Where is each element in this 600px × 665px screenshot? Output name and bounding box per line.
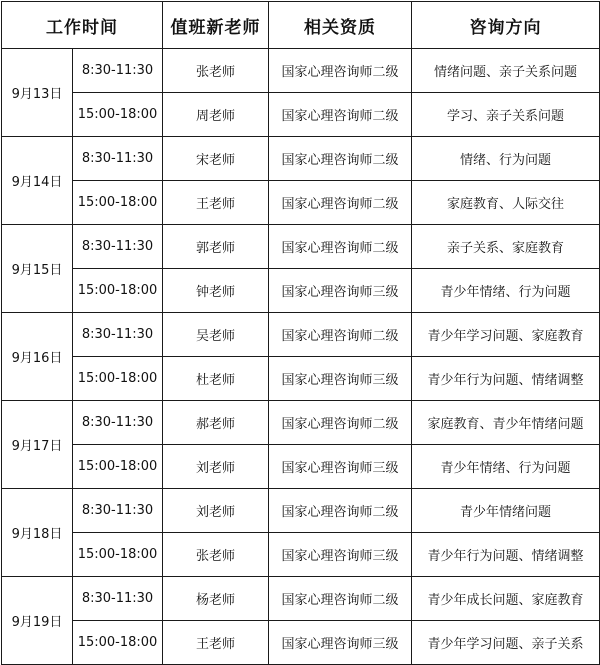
duty-schedule-table	[1, 1, 600, 665]
teacher-cell: 张老师	[163, 49, 269, 93]
date-cell: 9月19日	[2, 577, 73, 665]
direction-cell: 青少年情绪、行为问题	[412, 445, 600, 489]
table-row	[2, 49, 600, 93]
table-row	[2, 577, 600, 621]
header-qualification: 相关资质	[269, 2, 412, 49]
direction-cell: 亲子关系、家庭教育	[412, 225, 600, 269]
table-row	[2, 445, 600, 489]
teacher-cell: 钟老师	[163, 269, 269, 313]
qualification-cell: 国家心理咨询师二级	[269, 225, 412, 269]
time-cell: 8:30-11:30	[73, 137, 163, 181]
qualification-cell: 国家心理咨询师三级	[269, 533, 412, 577]
time-cell: 15:00-18:00	[73, 621, 163, 665]
teacher-cell: 杜老师	[163, 357, 269, 401]
table-row	[2, 533, 600, 577]
teacher-cell: 王老师	[163, 181, 269, 225]
header-direction: 咨询方向	[412, 2, 600, 49]
direction-cell: 青少年情绪问题	[412, 489, 600, 533]
time-cell: 15:00-18:00	[73, 269, 163, 313]
date-cell: 9月16日	[2, 313, 73, 401]
time-cell: 15:00-18:00	[73, 181, 163, 225]
table-row	[2, 401, 600, 445]
qualification-cell: 国家心理咨询师二级	[269, 401, 412, 445]
direction-cell: 情绪问题、亲子关系问题	[412, 49, 600, 93]
teacher-cell: 王老师	[163, 621, 269, 665]
direction-cell: 学习、亲子关系问题	[412, 93, 600, 137]
teacher-cell: 周老师	[163, 93, 269, 137]
table-row	[2, 181, 600, 225]
qualification-cell: 国家心理咨询师二级	[269, 489, 412, 533]
qualification-cell: 国家心理咨询师二级	[269, 181, 412, 225]
table-row	[2, 313, 600, 357]
direction-cell: 青少年成长问题、家庭教育	[412, 577, 600, 621]
qualification-cell: 国家心理咨询师二级	[269, 313, 412, 357]
qualification-cell: 国家心理咨询师三级	[269, 269, 412, 313]
header-work-time: 工作时间	[2, 2, 163, 49]
time-cell: 8:30-11:30	[73, 577, 163, 621]
time-cell: 15:00-18:00	[73, 445, 163, 489]
table-row	[2, 621, 600, 665]
teacher-cell: 刘老师	[163, 445, 269, 489]
date-cell: 9月18日	[2, 489, 73, 577]
qualification-cell: 国家心理咨询师二级	[269, 577, 412, 621]
qualification-cell: 国家心理咨询师三级	[269, 357, 412, 401]
qualification-cell: 国家心理咨询师二级	[269, 137, 412, 181]
qualification-cell: 国家心理咨询师二级	[269, 49, 412, 93]
header-teacher: 值班新老师	[163, 2, 269, 49]
teacher-cell: 刘老师	[163, 489, 269, 533]
header-row	[2, 2, 600, 49]
teacher-cell: 郭老师	[163, 225, 269, 269]
direction-cell: 青少年学习问题、亲子关系	[412, 621, 600, 665]
direction-cell: 家庭教育、人际交往	[412, 181, 600, 225]
teacher-cell: 宋老师	[163, 137, 269, 181]
time-cell: 8:30-11:30	[73, 489, 163, 533]
table-row	[2, 489, 600, 533]
qualification-cell: 国家心理咨询师三级	[269, 445, 412, 489]
table-row	[2, 93, 600, 137]
schedule-body	[2, 49, 600, 665]
date-cell: 9月15日	[2, 225, 73, 313]
teacher-cell: 郝老师	[163, 401, 269, 445]
table-row	[2, 225, 600, 269]
time-cell: 8:30-11:30	[73, 313, 163, 357]
table-row	[2, 357, 600, 401]
table-row	[2, 137, 600, 181]
teacher-cell: 杨老师	[163, 577, 269, 621]
direction-cell: 青少年情绪、行为问题	[412, 269, 600, 313]
time-cell: 15:00-18:00	[73, 93, 163, 137]
date-cell: 9月17日	[2, 401, 73, 489]
qualification-cell: 国家心理咨询师三级	[269, 621, 412, 665]
direction-cell: 青少年行为问题、情绪调整	[412, 533, 600, 577]
direction-cell: 青少年学习问题、家庭教育	[412, 313, 600, 357]
table-row	[2, 269, 600, 313]
direction-cell: 家庭教育、青少年情绪问题	[412, 401, 600, 445]
qualification-cell: 国家心理咨询师二级	[269, 93, 412, 137]
teacher-cell: 张老师	[163, 533, 269, 577]
time-cell: 15:00-18:00	[73, 533, 163, 577]
time-cell: 8:30-11:30	[73, 225, 163, 269]
time-cell: 8:30-11:30	[73, 49, 163, 93]
time-cell: 15:00-18:00	[73, 357, 163, 401]
time-cell: 8:30-11:30	[73, 401, 163, 445]
teacher-cell: 吴老师	[163, 313, 269, 357]
date-cell: 9月14日	[2, 137, 73, 225]
date-cell: 9月13日	[2, 49, 73, 137]
direction-cell: 情绪、行为问题	[412, 137, 600, 181]
direction-cell: 青少年行为问题、情绪调整	[412, 357, 600, 401]
